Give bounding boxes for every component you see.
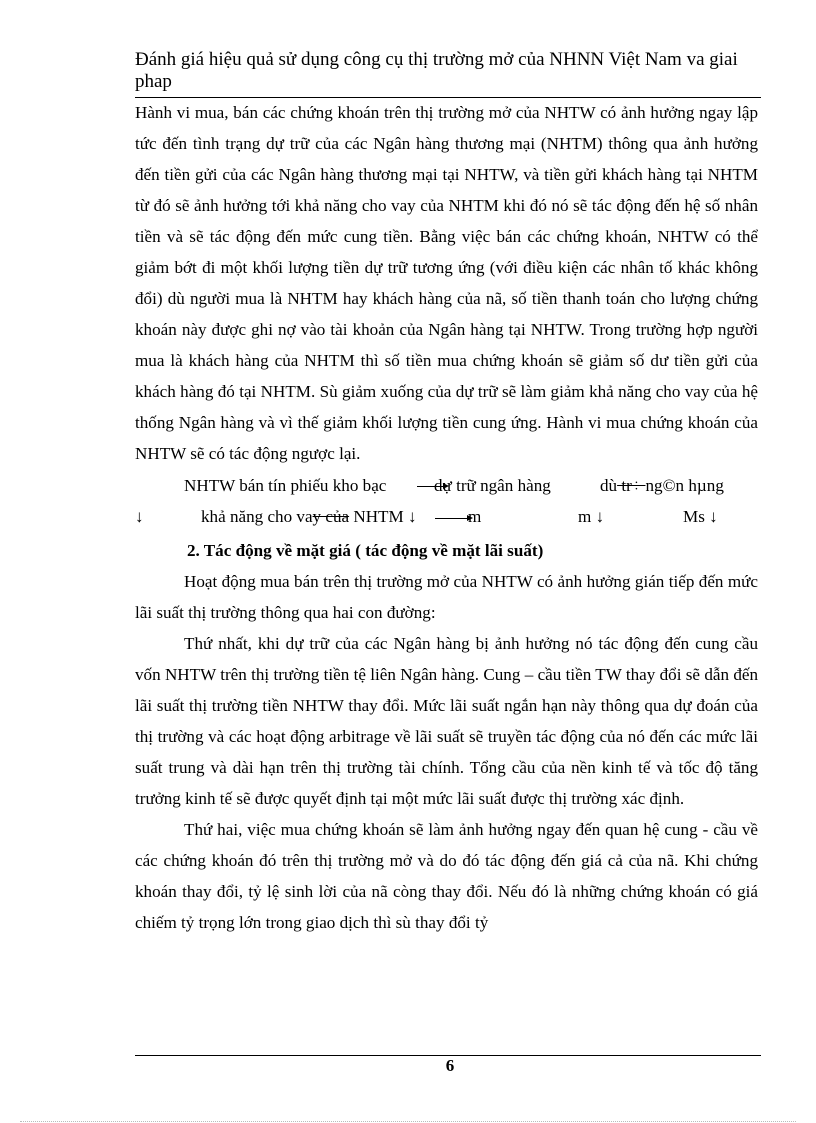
paragraph-price-intro: Hoạt động mua bán trên thị trường mở của NHTW có ảnh hưởng gián tiếp đến mức lãi suất thị trường thông qua hai con đường: [135, 572, 758, 622]
document-body [135, 97, 758, 938]
flow-text-nhtm: NHTM ↓ [349, 507, 417, 526]
transmission-flow-line-2 [135, 501, 758, 535]
down-arrow-icon: ↓ [135, 507, 144, 526]
flow-step-sell-bills: NHTW bán tín phiếu kho bạc [184, 476, 387, 495]
page-edge-divider [20, 1121, 796, 1122]
flow-step-money-base: m ↓ [578, 507, 605, 526]
flow-step-money-multiplier: m [468, 507, 482, 526]
flow-step-money-supply: Ms ↓ [683, 507, 718, 526]
flow-step-bank-reserves: dự trữ ngân hàng [434, 476, 551, 495]
section-heading: 2. Tác động về mặt giá ( tác động về mặt lãi suất) [187, 541, 544, 560]
transmission-flow-line-1 [135, 470, 758, 501]
running-header: Đánh giá hiệu quả sử dụng công cụ thị trường mở của NHNN Việt Nam va giai phap [135, 49, 738, 92]
flow-text-lending-strike: y của [312, 507, 350, 526]
flow-text-b: ng©n hµng [645, 476, 724, 495]
flow-step-reserves-garbled [600, 470, 724, 501]
flow-arrow-icon [435, 518, 471, 519]
flow-text-a: dù [600, 476, 618, 495]
paragraph-first-channel: Thứ nhất, khi dự trữ của các Ngân hàng bị ảnh hưởng nó tác động đến cung cầu vốn NHTW trên thị trường tiền tệ liên Ngân hàng. Cung – cầu tiền TW thay đổi sẽ dẫn đến lãi suất thị trường tiền NHTW thay đổi. Mức lãi suất ngắn hạn này thông qua dự đoán của thị trường và các hoạt động arbitrage về lãi suất sẽ truyền tác động của nó đến các mức lãi suất trung và dài hạn trên thị trường tài chính. Tổng cầu của nền kinh tế và tốc độ tăng trưởng kinh tế sẽ được quyết định tại một mức lãi suất được thị trường xác định. [135, 634, 758, 808]
flow-step-lending-capacity [201, 501, 417, 532]
flow-text-strike: tr÷ [617, 476, 646, 495]
paragraph-open-market-effect: Hành vi mua, bán các chứng khoán trên thị trường mở của NHTW có ảnh hưởng ngay lập tức đến tình trạng dự trữ của các Ngân hàng thương mại (NHTM) thông qua ảnh hưởng đến tiền gửi của các Ngân hàng thương mại tại NHTW, và tiền gửi khách hàng tại NHTM từ đó sẽ ảnh hưởng tới khả năng cho vay của NHTM khi đó nó sẽ tác động đến hệ số nhân tiền và sẽ tác động đến mức cung tiền. Bằng việc bán các chứng khoán, NHTW có thể giảm bớt đi một khối lượng tiền dự trữ tương ứng (với điều kiện các nhân tố khác không đổi) dù người mua là NHTM hay khách hàng của nã, số tiền thanh toán cho lượng chứng khoán này được ghi nợ vào tài khoản của Ngân hàng tại NHTW. Trong trường hợp người mua là khách hàng của NHTM thì số tiền mua chứng khoán sẽ giảm số dư tiền gửi của khách hàng đó tại NHTM. Sù giảm xuống của dự trữ sẽ làm giảm khả năng cho vay của hệ thống Ngân hàng và vì thế giảm khối lượng tiền cung ứng. Hành vi mua chứng khoán của NHTW sẽ có tác động ngược lại. [135, 103, 758, 463]
page-number: 6 [445, 1056, 455, 1075]
flow-text-lending: khả năng cho va [201, 507, 313, 526]
paragraph-second-channel: Thứ hai, việc mua chứng khoán sẽ làm ảnh hưởng ngay đến quan hệ cung - cầu về các chứng khoán đó trên thị trường mở và do đó tác động đến giá cả của nã. Khi chứng khoán thay đổi, tỷ lệ sinh lời của nã còng thay đổi. Nếu đó là những chứng khoán có giá chiếm tỷ trọng lớn trong giao dịch thì sù thay đổi tỷ [135, 820, 758, 932]
